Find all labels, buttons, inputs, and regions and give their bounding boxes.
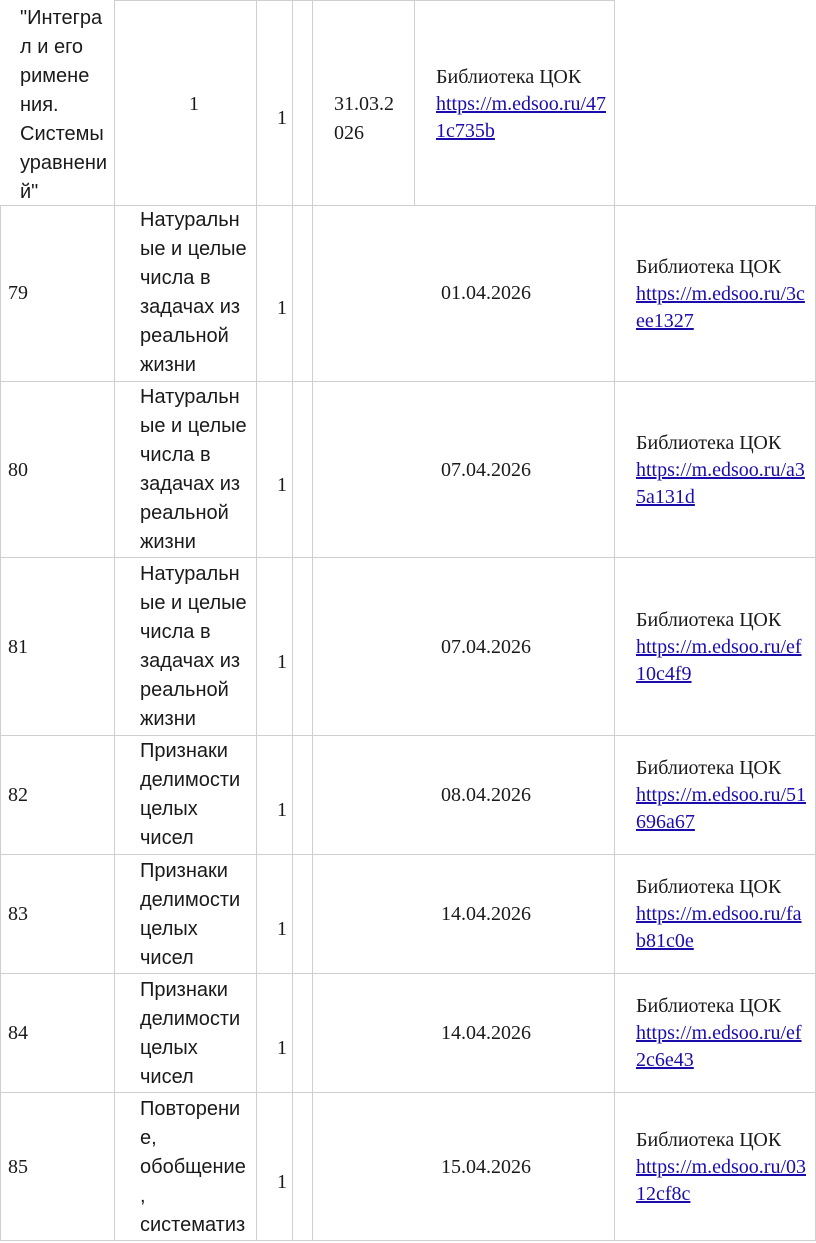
resource-link[interactable]: https://m.edsoo.ru/ef 2c6e43 bbox=[636, 1022, 802, 1071]
resource-cell bbox=[636, 755, 806, 836]
row-number: 82 bbox=[8, 784, 28, 806]
resource-link[interactable]: https://m.edsoo.ru/03 12cf8c bbox=[636, 1156, 806, 1205]
row-number: 83 bbox=[8, 903, 28, 925]
resource-link[interactable]: https://m.edsoo.ru/fa b81c0e bbox=[636, 903, 802, 952]
resource-label: Библиотека ЦОК bbox=[436, 66, 582, 88]
resource-link[interactable]: https://m.edsoo.ru/ef 10c4f9 bbox=[636, 636, 802, 685]
resource-cell bbox=[636, 993, 802, 1074]
resource-link[interactable]: https://m.edsoo.ru/51 696a67 bbox=[636, 784, 806, 833]
date-cell: 01.04.2026 bbox=[441, 282, 531, 304]
date-cell: 15.04.2026 bbox=[441, 1156, 531, 1178]
resource-label: Библиотека ЦОК bbox=[636, 432, 782, 454]
resource-label: Библиотека ЦОК bbox=[636, 995, 782, 1017]
hours-cell: 1 bbox=[189, 93, 199, 115]
resource-label: Библиотека ЦОК bbox=[636, 609, 782, 631]
hours-cell: 1 bbox=[277, 918, 287, 940]
date-cell: 07.04.2026 bbox=[441, 636, 531, 658]
hours-cell: 1 bbox=[277, 1037, 287, 1059]
hours-cell: 1 bbox=[277, 1171, 287, 1193]
topic-cell: Повторени е, обобщение , систематиз bbox=[140, 1098, 246, 1236]
hours-cell: 1 bbox=[277, 297, 287, 319]
row-number: 79 bbox=[8, 282, 28, 304]
date-cell: 31.03.2 026 bbox=[334, 93, 394, 144]
row-number: 81 bbox=[8, 636, 28, 658]
resource-link[interactable]: https://m.edsoo.ru/a3 5a131d bbox=[636, 459, 805, 508]
date-cell: 07.04.2026 bbox=[441, 459, 531, 481]
topic-cell: Натуральн ые и целые числа в задачах из реальной жизни bbox=[140, 386, 247, 553]
resource-link[interactable]: https://m.edsoo.ru/3c ee1327 bbox=[636, 283, 805, 332]
row-number: 84 bbox=[8, 1022, 28, 1044]
topic-cell: Признаки делимости целых чисел bbox=[140, 740, 241, 849]
row-number: 80 bbox=[8, 459, 28, 481]
row-number: 85 bbox=[8, 1156, 28, 1178]
resource-link[interactable]: https://m.edsoo.ru/47 1c735b bbox=[436, 93, 606, 142]
resource-cell bbox=[636, 430, 805, 511]
resource-label: Библиотека ЦОК bbox=[636, 757, 782, 779]
date-cell: 14.04.2026 bbox=[441, 1022, 531, 1044]
resource-label: Библиотека ЦОК bbox=[636, 256, 782, 278]
resource-label: Библиотека ЦОК bbox=[636, 1129, 782, 1151]
date-cell: 14.04.2026 bbox=[441, 903, 531, 925]
resource-cell bbox=[636, 874, 802, 955]
topic-cell: Натуральн ые и целые числа в задачах из реальной жизни bbox=[140, 209, 247, 376]
hours-cell: 1 bbox=[277, 799, 287, 821]
topic-cell: "Интегра л и его римене ния. Системы уравнени й" bbox=[20, 7, 108, 203]
hours-cell: 1 bbox=[277, 474, 287, 496]
topic-cell: Признаки делимости целых чисел bbox=[140, 860, 241, 969]
topic-cell: Натуральн ые и целые числа в задачах из реальной жизни bbox=[140, 563, 247, 730]
resource-cell bbox=[436, 64, 606, 145]
control-cell: 1 bbox=[277, 107, 287, 129]
topic-cell: Признаки делимости целых чисел bbox=[140, 979, 241, 1088]
resource-cell bbox=[636, 1127, 806, 1208]
hours-cell: 1 bbox=[277, 651, 287, 673]
resource-cell bbox=[636, 254, 805, 335]
resource-cell bbox=[636, 607, 802, 688]
resource-label: Библиотека ЦОК bbox=[636, 876, 782, 898]
date-cell: 08.04.2026 bbox=[441, 784, 531, 806]
